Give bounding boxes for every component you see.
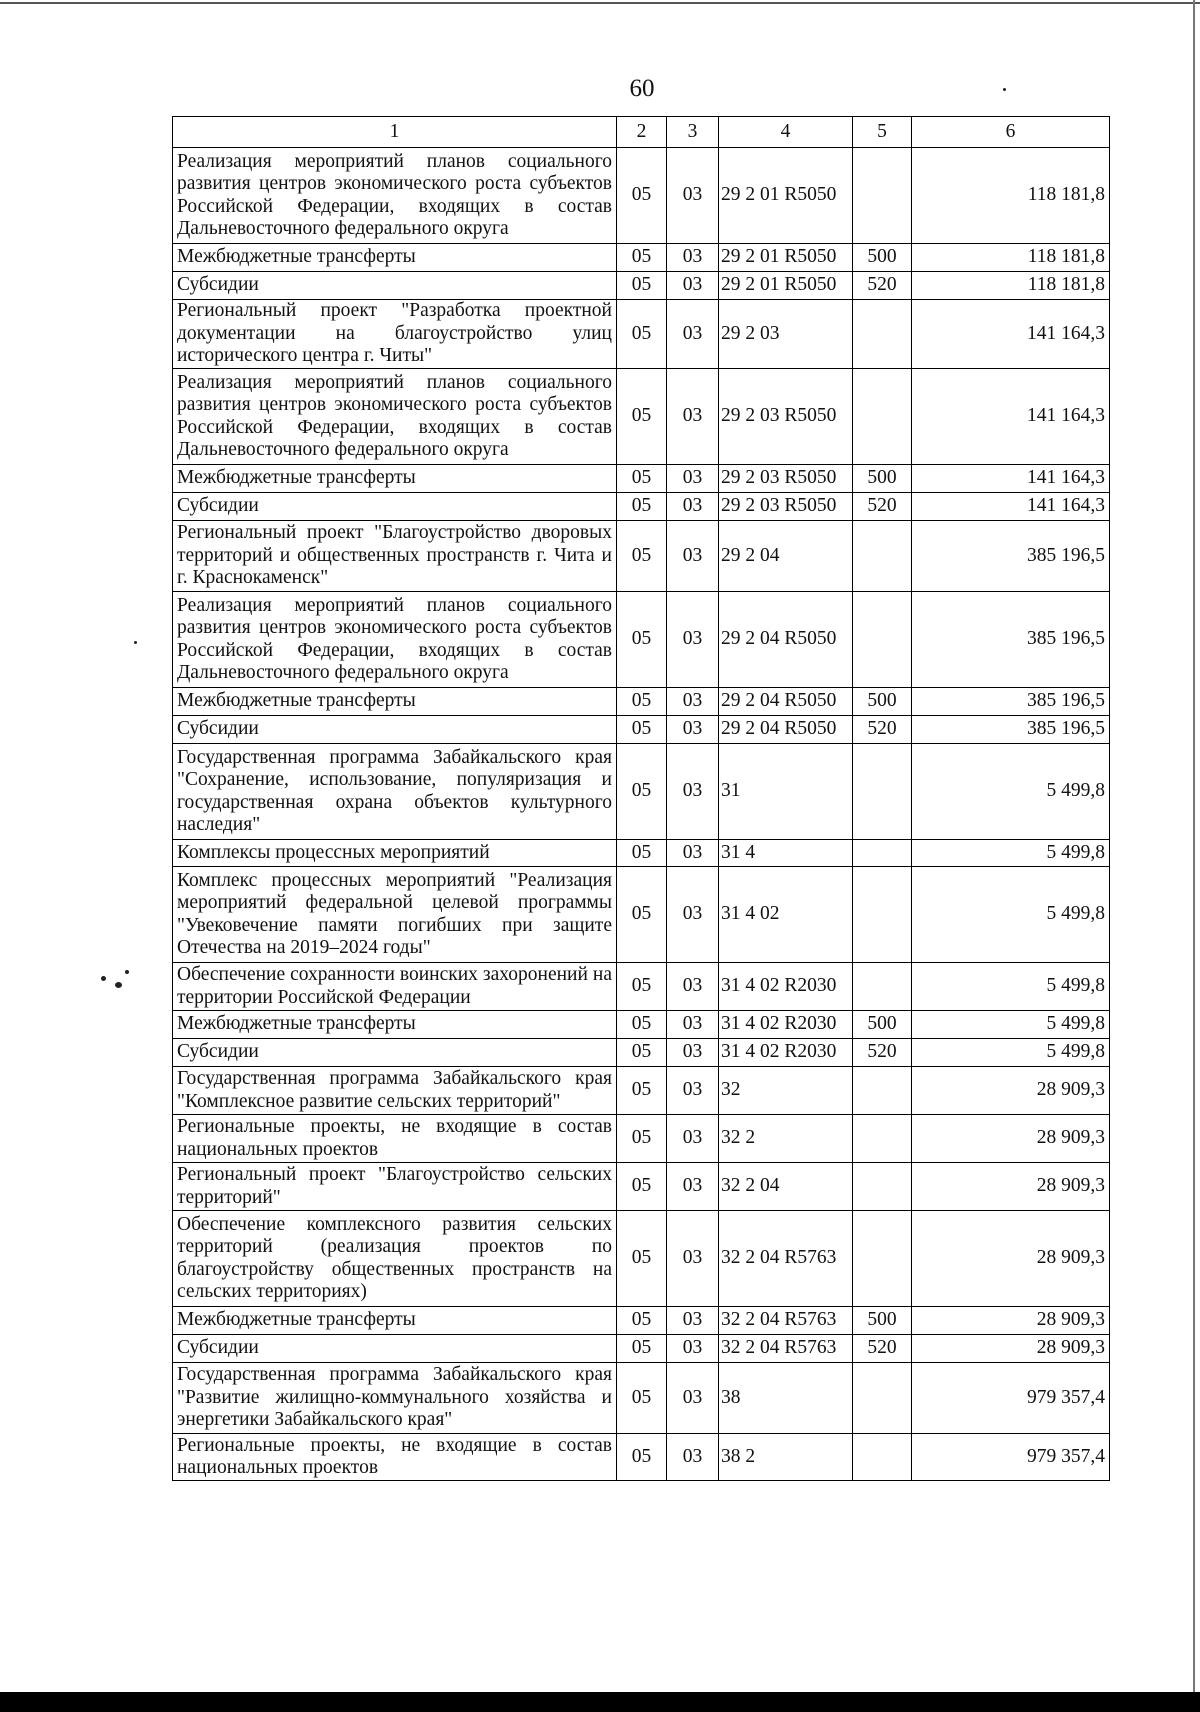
table-row [173, 1067, 1110, 1115]
table-row [173, 465, 1110, 493]
table-row [173, 148, 1110, 244]
row-expense-type [853, 1163, 912, 1211]
row-section: 05 [617, 1363, 667, 1434]
row-amount: 5 499,8 [912, 744, 1110, 840]
row-amount: 385 196,5 [912, 521, 1110, 592]
row-expense-type: 500 [853, 1011, 912, 1039]
row-section: 05 [617, 867, 667, 963]
row-section: 05 [617, 688, 667, 716]
scan-speck [101, 976, 106, 981]
row-expense-type [853, 867, 912, 963]
row-section: 05 [617, 744, 667, 840]
row-name: Межбюджетные трансферты [173, 1307, 617, 1335]
row-subsection: 03 [667, 493, 719, 521]
row-section: 05 [617, 272, 667, 300]
row-section: 05 [617, 1434, 667, 1481]
row-target-article: 31 4 [719, 840, 853, 867]
row-section: 05 [617, 963, 667, 1011]
row-amount: 28 909,3 [912, 1211, 1110, 1307]
table-row [173, 744, 1110, 840]
row-subsection: 03 [667, 1011, 719, 1039]
row-expense-type: 500 [853, 465, 912, 493]
row-expense-type [853, 744, 912, 840]
row-name: Региональный проект "Разработка проектной документации на благоустройство улиц исторического центра г. Читы" [173, 300, 617, 369]
scan-speck [115, 982, 122, 988]
scan-speck [134, 641, 137, 644]
row-subsection: 03 [667, 465, 719, 493]
row-name: Комплексы процессных мероприятий [173, 840, 617, 867]
row-subsection: 03 [667, 272, 719, 300]
row-subsection: 03 [667, 963, 719, 1011]
row-name: Государственная программа Забайкальского края "Сохранение, использование, популяризация и государственная охрана объектов культурного наследия" [173, 744, 617, 840]
row-subsection: 03 [667, 1363, 719, 1434]
table-row [173, 300, 1110, 369]
table-row [173, 688, 1110, 716]
row-section: 05 [617, 465, 667, 493]
row-name: Региональный проект "Благоустройство дворовых территорий и общественных пространств г. Чита и г. Краснокаменск" [173, 521, 617, 592]
table-row [173, 592, 1110, 688]
table-row [173, 244, 1110, 272]
column-header: 5 [853, 117, 912, 148]
row-expense-type [853, 148, 912, 244]
row-expense-type [853, 1211, 912, 1307]
row-target-article: 29 2 04 R5050 [719, 688, 853, 716]
scan-speck [1003, 88, 1006, 91]
row-target-article: 32 2 04 [719, 1163, 853, 1211]
row-subsection: 03 [667, 521, 719, 592]
row-subsection: 03 [667, 1211, 719, 1307]
row-section: 05 [617, 1163, 667, 1211]
row-target-article: 38 [719, 1363, 853, 1434]
row-target-article: 29 2 03 R5050 [719, 465, 853, 493]
row-section: 05 [617, 1211, 667, 1307]
row-target-article: 29 2 01 R5050 [719, 244, 853, 272]
row-expense-type: 520 [853, 1039, 912, 1067]
row-amount: 5 499,8 [912, 840, 1110, 867]
row-amount: 141 164,3 [912, 465, 1110, 493]
row-subsection: 03 [667, 244, 719, 272]
header-row [173, 117, 1110, 148]
row-section: 05 [617, 244, 667, 272]
row-subsection: 03 [667, 592, 719, 688]
row-name: Реализация мероприятий планов социального развития центров экономического роста субъектов Российской Федерации, входящих в состав Дальневосточного федерального округа [173, 592, 617, 688]
table-row [173, 867, 1110, 963]
row-section: 05 [617, 1011, 667, 1039]
row-expense-type: 520 [853, 716, 912, 744]
row-name: Государственная программа Забайкальского края "Комплексное развитие сельских территорий" [173, 1067, 617, 1115]
row-target-article: 31 4 02 R2030 [719, 1011, 853, 1039]
row-name: Межбюджетные трансферты [173, 1011, 617, 1039]
row-target-article: 31 [719, 744, 853, 840]
column-header: 3 [667, 117, 719, 148]
row-expense-type [853, 1363, 912, 1434]
row-expense-type: 520 [853, 1335, 912, 1363]
row-expense-type [853, 1115, 912, 1163]
row-target-article: 29 2 01 R5050 [719, 272, 853, 300]
scan-speck [125, 970, 129, 974]
row-amount: 979 357,4 [912, 1363, 1110, 1434]
row-target-article: 31 4 02 [719, 867, 853, 963]
table-row [173, 521, 1110, 592]
row-subsection: 03 [667, 1307, 719, 1335]
row-target-article: 29 2 04 R5050 [719, 592, 853, 688]
row-section: 05 [617, 369, 667, 465]
row-target-article: 32 [719, 1067, 853, 1115]
row-section: 05 [617, 1067, 667, 1115]
row-name: Реализация мероприятий планов социального развития центров экономического роста субъектов Российской Федерации, входящих в состав Дальневосточного федерального округа [173, 369, 617, 465]
row-amount: 118 181,8 [912, 244, 1110, 272]
row-subsection: 03 [667, 1434, 719, 1481]
row-amount: 979 357,4 [912, 1434, 1110, 1481]
column-header: 1 [173, 117, 617, 148]
row-name: Региональный проект "Благоустройство сельских территорий" [173, 1163, 617, 1211]
row-expense-type [853, 592, 912, 688]
row-amount: 118 181,8 [912, 148, 1110, 244]
table-row [173, 716, 1110, 744]
row-subsection: 03 [667, 867, 719, 963]
row-name: Субсидии [173, 1039, 617, 1067]
row-subsection: 03 [667, 369, 719, 465]
row-amount: 118 181,8 [912, 272, 1110, 300]
row-expense-type [853, 369, 912, 465]
row-amount: 5 499,8 [912, 963, 1110, 1011]
row-section: 05 [617, 840, 667, 867]
table-row [173, 1211, 1110, 1307]
table-row [173, 1307, 1110, 1335]
row-amount: 28 909,3 [912, 1307, 1110, 1335]
row-name: Обеспечение комплексного развития сельских территорий (реализация проектов по благоустройству общественных пространств на сельских территориях) [173, 1211, 617, 1307]
row-name: Субсидии [173, 493, 617, 521]
row-subsection: 03 [667, 1335, 719, 1363]
table-row [173, 272, 1110, 300]
row-target-article: 32 2 04 R5763 [719, 1307, 853, 1335]
row-name: Государственная программа Забайкальского края "Развитие жилищно-коммунального хозяйства и энергетики Забайкальского края" [173, 1363, 617, 1434]
row-name: Субсидии [173, 1335, 617, 1363]
row-amount: 5 499,8 [912, 1011, 1110, 1039]
row-subsection: 03 [667, 716, 719, 744]
row-section: 05 [617, 1115, 667, 1163]
row-expense-type [853, 1434, 912, 1481]
table-row [173, 1335, 1110, 1363]
row-subsection: 03 [667, 1039, 719, 1067]
table-row [173, 369, 1110, 465]
row-target-article: 31 4 02 R2030 [719, 963, 853, 1011]
row-target-article: 32 2 04 R5763 [719, 1335, 853, 1363]
row-expense-type [853, 840, 912, 867]
row-section: 05 [617, 521, 667, 592]
row-amount: 28 909,3 [912, 1115, 1110, 1163]
row-target-article: 29 2 04 R5050 [719, 716, 853, 744]
row-subsection: 03 [667, 1115, 719, 1163]
row-subsection: 03 [667, 840, 719, 867]
row-target-article: 38 2 [719, 1434, 853, 1481]
row-section: 05 [617, 592, 667, 688]
row-subsection: 03 [667, 688, 719, 716]
row-amount: 385 196,5 [912, 688, 1110, 716]
table-row [173, 963, 1110, 1011]
row-name: Региональные проекты, не входящие в состав национальных проектов [173, 1434, 617, 1481]
row-target-article: 29 2 03 [719, 300, 853, 369]
row-expense-type [853, 300, 912, 369]
row-subsection: 03 [667, 148, 719, 244]
row-subsection: 03 [667, 744, 719, 840]
row-section: 05 [617, 300, 667, 369]
row-section: 05 [617, 716, 667, 744]
row-section: 05 [617, 493, 667, 521]
row-amount: 385 196,5 [912, 716, 1110, 744]
scan-right-edge [1193, 0, 1195, 1700]
row-amount: 28 909,3 [912, 1067, 1110, 1115]
row-name: Реализация мероприятий планов социального развития центров экономического роста субъектов Российской Федерации, входящих в состав Дальневосточного федерального округа [173, 148, 617, 244]
row-name: Субсидии [173, 272, 617, 300]
row-name: Межбюджетные трансферты [173, 465, 617, 493]
row-amount: 385 196,5 [912, 592, 1110, 688]
row-name: Комплекс процессных мероприятий "Реализация мероприятий федеральной целевой программы "Увековечение памяти погибших при защите Отечества на 2019–2024 годы" [173, 867, 617, 963]
column-header: 4 [719, 117, 853, 148]
table-row [173, 840, 1110, 867]
column-header: 6 [912, 117, 1110, 148]
row-target-article: 29 2 01 R5050 [719, 148, 853, 244]
row-amount: 141 164,3 [912, 369, 1110, 465]
table-row [173, 1434, 1110, 1481]
table-row [173, 493, 1110, 521]
table-row [173, 1115, 1110, 1163]
row-expense-type: 520 [853, 272, 912, 300]
row-name: Межбюджетные трансферты [173, 244, 617, 272]
row-amount: 5 499,8 [912, 1039, 1110, 1067]
row-amount: 141 164,3 [912, 300, 1110, 369]
row-target-article: 32 2 [719, 1115, 853, 1163]
row-target-article: 29 2 03 R5050 [719, 369, 853, 465]
row-amount: 141 164,3 [912, 493, 1110, 521]
row-section: 05 [617, 1039, 667, 1067]
row-expense-type [853, 963, 912, 1011]
table-row [173, 1163, 1110, 1211]
page-number: 60 [629, 75, 655, 102]
row-expense-type: 520 [853, 493, 912, 521]
row-target-article: 29 2 03 R5050 [719, 493, 853, 521]
row-name: Межбюджетные трансферты [173, 688, 617, 716]
row-name: Обеспечение сохранности воинских захоронений на территории Российской Федерации [173, 963, 617, 1011]
row-expense-type [853, 521, 912, 592]
row-amount: 5 499,8 [912, 867, 1110, 963]
row-target-article: 32 2 04 R5763 [719, 1211, 853, 1307]
row-section: 05 [617, 148, 667, 244]
row-amount: 28 909,3 [912, 1163, 1110, 1211]
row-section: 05 [617, 1307, 667, 1335]
row-target-article: 29 2 04 [719, 521, 853, 592]
row-expense-type: 500 [853, 244, 912, 272]
row-target-article: 31 4 02 R2030 [719, 1039, 853, 1067]
scan-bottom-band [0, 1692, 1200, 1712]
scan-top-rule [0, 2, 1200, 4]
table-row [173, 1039, 1110, 1067]
row-section: 05 [617, 1335, 667, 1363]
budget-table [172, 116, 1110, 1481]
table-row [173, 1011, 1110, 1039]
column-header: 2 [617, 117, 667, 148]
row-expense-type: 500 [853, 1307, 912, 1335]
row-subsection: 03 [667, 1163, 719, 1211]
row-subsection: 03 [667, 1067, 719, 1115]
row-expense-type [853, 1067, 912, 1115]
row-subsection: 03 [667, 300, 719, 369]
row-expense-type: 500 [853, 688, 912, 716]
row-name: Региональные проекты, не входящие в состав национальных проектов [173, 1115, 617, 1163]
row-name: Субсидии [173, 716, 617, 744]
row-amount: 28 909,3 [912, 1335, 1110, 1363]
table-row [173, 1363, 1110, 1434]
